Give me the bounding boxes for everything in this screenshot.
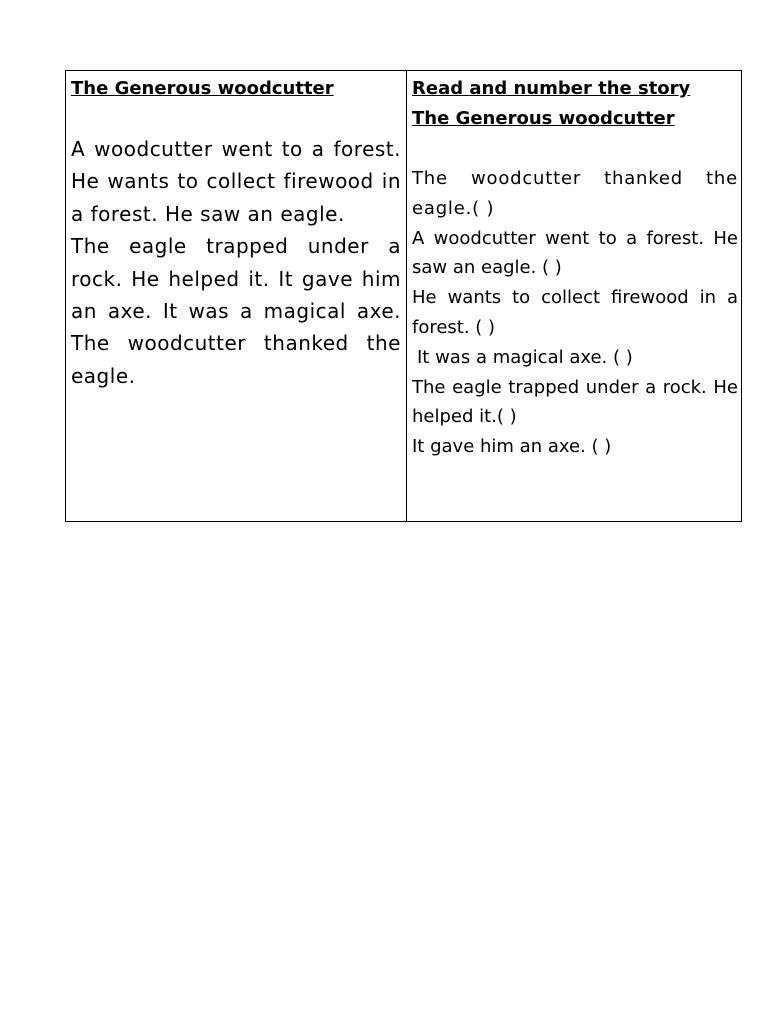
blank-line bbox=[412, 134, 738, 164]
story-paragraph: The eagle trapped under a rock. He helped it. It gave him an axe. It was a magical axe. The woodcutter thanked the eagle. bbox=[71, 234, 401, 388]
sentence-item: He wants to collect firewood in a forest. ( ) bbox=[412, 287, 738, 338]
exercise-column bbox=[407, 71, 741, 521]
exercise-title: The Generous woodcutter bbox=[412, 108, 675, 129]
story-title: The Generous woodcutter bbox=[71, 78, 334, 99]
sentence-item: A woodcutter went to a forest. He saw an eagle. ( ) bbox=[412, 227, 738, 279]
story-paragraph: A woodcutter went to a forest. He wants to collect firewood in a forest. He saw an eagle. bbox=[71, 137, 401, 226]
sentence-item: The eagle trapped under a rock. He helped it.( ) bbox=[412, 376, 738, 428]
story-text bbox=[71, 133, 401, 392]
sentence-item: It gave him an axe. ( ) bbox=[412, 436, 612, 458]
sentence-item: The woodcutter thanked the eagle.( ) bbox=[412, 168, 738, 219]
worksheet-table bbox=[65, 70, 742, 522]
exercise-instruction: Read and number the story bbox=[412, 78, 691, 99]
sentence-item: It was a magical axe. ( ) bbox=[417, 346, 633, 368]
story-column bbox=[66, 71, 407, 521]
sentence-list bbox=[412, 164, 738, 462]
